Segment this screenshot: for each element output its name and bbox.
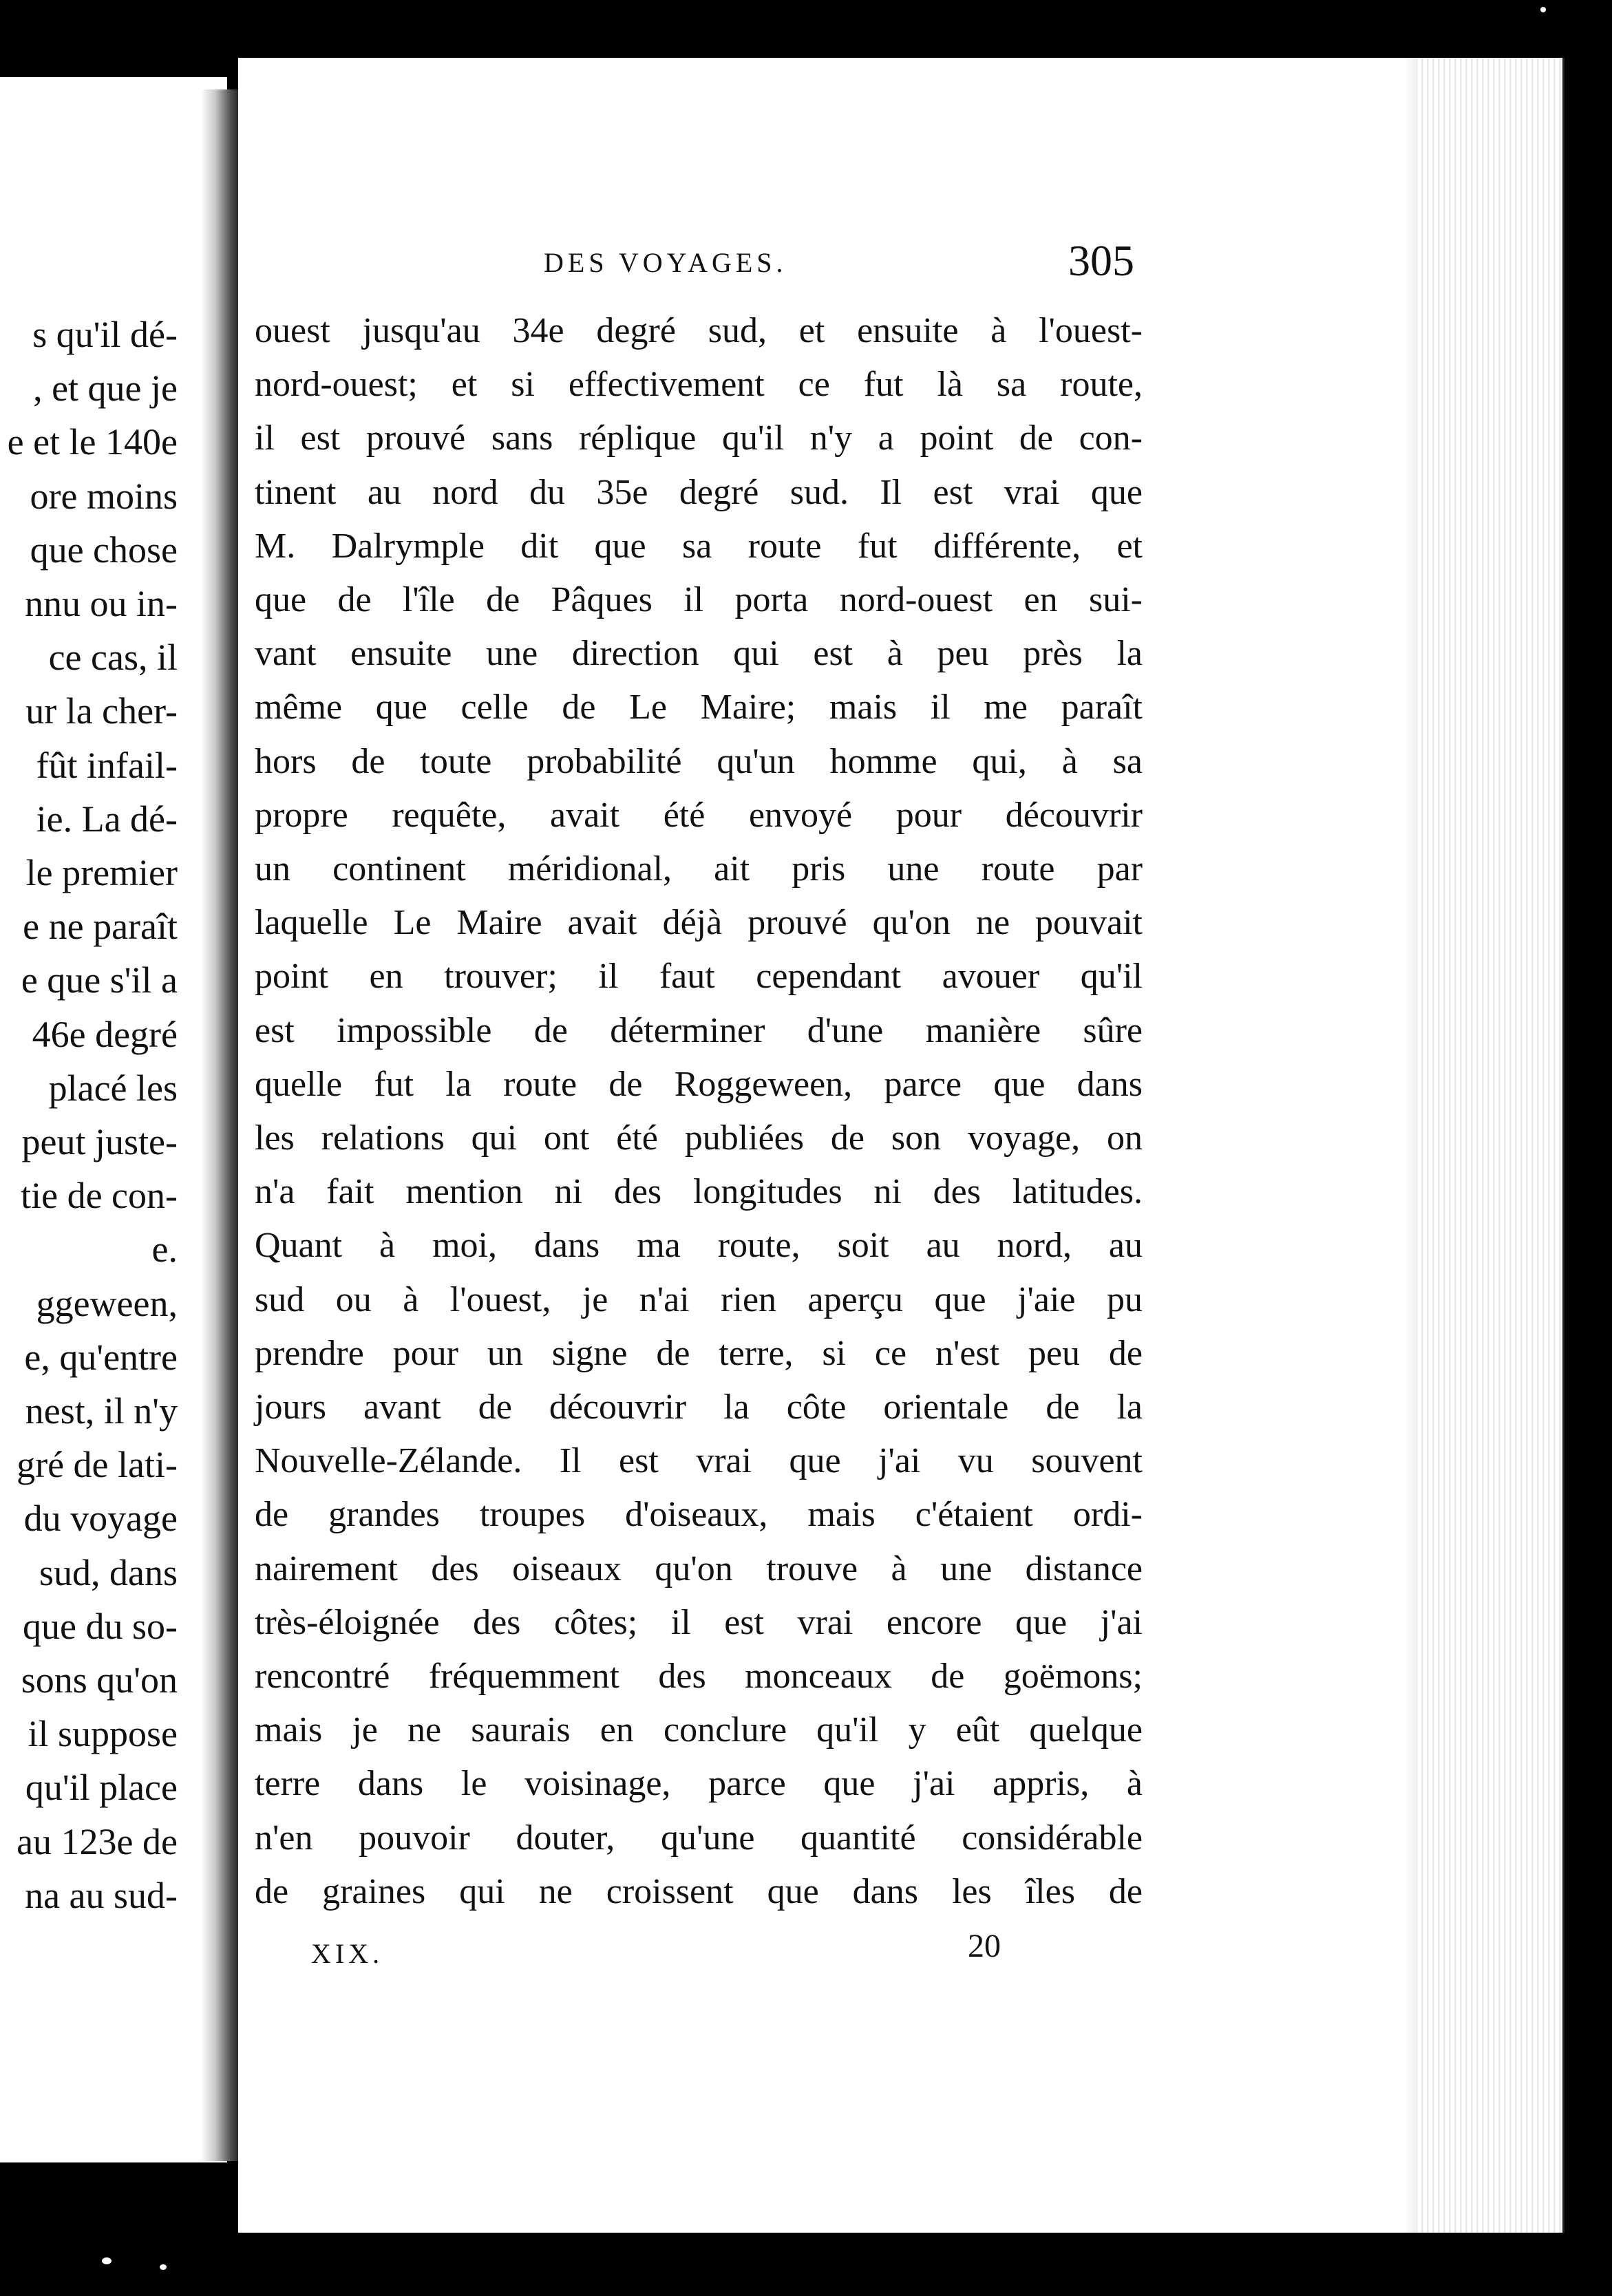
text-line: laquelle Le Maire avait déjà prouvé qu'on ne pouvait xyxy=(255,903,1143,943)
text-line: est impossible de déterminer d'une manière sûre xyxy=(255,1010,1143,1050)
left-line: sud, dans xyxy=(39,1551,178,1593)
left-line: ore moins xyxy=(30,475,178,517)
left-line: ur la cher- xyxy=(25,690,178,732)
text-line: point en trouver; il faut cependant avouer qu'il xyxy=(255,957,1143,997)
text-line: Quant à moi, dans ma route, soit au nord, au xyxy=(255,1226,1143,1266)
text-line: nord-ouest; et si effectivement ce fut là sa route, xyxy=(255,365,1143,405)
left-line: ggeween, xyxy=(36,1282,178,1324)
left-line: ie. La dé- xyxy=(36,798,178,840)
left-line: e. xyxy=(151,1229,178,1271)
left-line: sons qu'on xyxy=(21,1659,178,1701)
text-line: mais je ne saurais en conclure qu'il y eût quelque xyxy=(255,1710,1143,1750)
left-line: tie de con- xyxy=(21,1175,178,1217)
text-line: ouest jusqu'au 34e degré sud, et ensuite à l'ouest- xyxy=(255,311,1143,350)
left-line: e, qu'entre xyxy=(24,1336,178,1378)
left-line: , et que je xyxy=(33,368,178,410)
text-line: hors de toute probabilité qu'un homme qui, à sa xyxy=(255,741,1143,781)
text-line: que de l'île de Pâques il porta nord-ouest en sui- xyxy=(255,580,1143,620)
text-line: de grandes troupes d'oiseaux, mais c'étaient ordi- xyxy=(255,1495,1143,1535)
text-line: de graines qui ne croissent que dans les îles de xyxy=(255,1871,1143,1911)
text-line: un continent méridional, ait pris une route par xyxy=(255,849,1143,889)
left-line: nest, il n'y xyxy=(25,1390,178,1432)
book-gutter-shadow xyxy=(201,89,242,2161)
left-line: fût infail- xyxy=(36,744,178,786)
text-line: propre requête, avait été envoyé pour découvrir xyxy=(255,795,1143,835)
text-line: M. Dalrymple dit que sa route fut différente, et xyxy=(255,526,1143,566)
left-line: e ne paraît xyxy=(23,906,178,948)
left-line: placé les xyxy=(48,1067,178,1109)
text-line: quelle fut la route de Roggeween, parce que dans xyxy=(255,1064,1143,1104)
left-line: que chose xyxy=(30,529,178,571)
left-line: nnu ou in- xyxy=(25,583,178,625)
left-line: gré de lati- xyxy=(17,1444,178,1486)
left-facing-page xyxy=(0,77,227,2162)
text-line: très-éloignée des côtes; il est vrai encore que j'ai xyxy=(255,1602,1143,1642)
left-line: na au sud- xyxy=(25,1874,178,1916)
text-line: prendre pour un signe de terre, si ce n'est peu de xyxy=(255,1333,1143,1373)
text-line: rencontré fréquemment des monceaux de goëmons; xyxy=(255,1657,1143,1697)
left-line: au 123e de xyxy=(17,1820,178,1862)
text-line: nairement des oiseaux qu'on trouve à une distance xyxy=(255,1549,1143,1588)
left-line: s qu'il dé- xyxy=(32,314,178,355)
left-page-text xyxy=(8,308,178,1922)
text-line: n'en pouvoir douter, qu'une quantité considérable xyxy=(255,1818,1143,1858)
text-line: n'a fait mention ni des longitudes ni des latitudes. xyxy=(255,1172,1143,1212)
text-line: tinent au nord du 35e degré sud. Il est vrai que xyxy=(255,472,1143,512)
text-line: sud ou à l'ouest, je n'ai rien aperçu que j'aie pu xyxy=(255,1279,1143,1319)
left-line: qu'il place xyxy=(25,1767,178,1809)
running-head: DES VOYAGES. xyxy=(544,247,787,278)
left-line: le premier xyxy=(25,852,178,894)
left-line: peut juste- xyxy=(21,1121,178,1163)
text-line: terre dans le voisinage, parce que j'ai appris, à xyxy=(255,1764,1143,1804)
text-line: vant ensuite une direction qui est à peu près la xyxy=(255,634,1143,674)
body-text xyxy=(255,304,1143,1919)
left-line: du voyage xyxy=(23,1498,178,1540)
left-line: 46e degré xyxy=(32,1013,178,1055)
page-number: 305 xyxy=(1068,236,1134,285)
left-line: e et le 140e xyxy=(7,421,178,463)
left-line: ce cas, il xyxy=(48,637,178,679)
text-line: les relations qui ont été publiées de son voyage, on xyxy=(255,1118,1143,1158)
left-line: e que s'il a xyxy=(21,959,178,1001)
signature-mark: XIX. xyxy=(311,1938,384,1969)
left-line: il suppose xyxy=(28,1713,178,1755)
text-line: même que celle de Le Maire; mais il me paraît xyxy=(255,688,1143,727)
left-line: que du so- xyxy=(23,1605,178,1647)
book-page-edges xyxy=(1418,58,1565,2233)
text-line: il est prouvé sans réplique qu'il n'y a point de con- xyxy=(255,418,1143,458)
gathering-number: 20 xyxy=(968,1928,1001,1964)
text-line: Nouvelle-Zélande. Il est vrai que j'ai vu souvent xyxy=(255,1441,1143,1481)
text-line: jours avant de découvrir la côte orientale de la xyxy=(255,1388,1143,1427)
